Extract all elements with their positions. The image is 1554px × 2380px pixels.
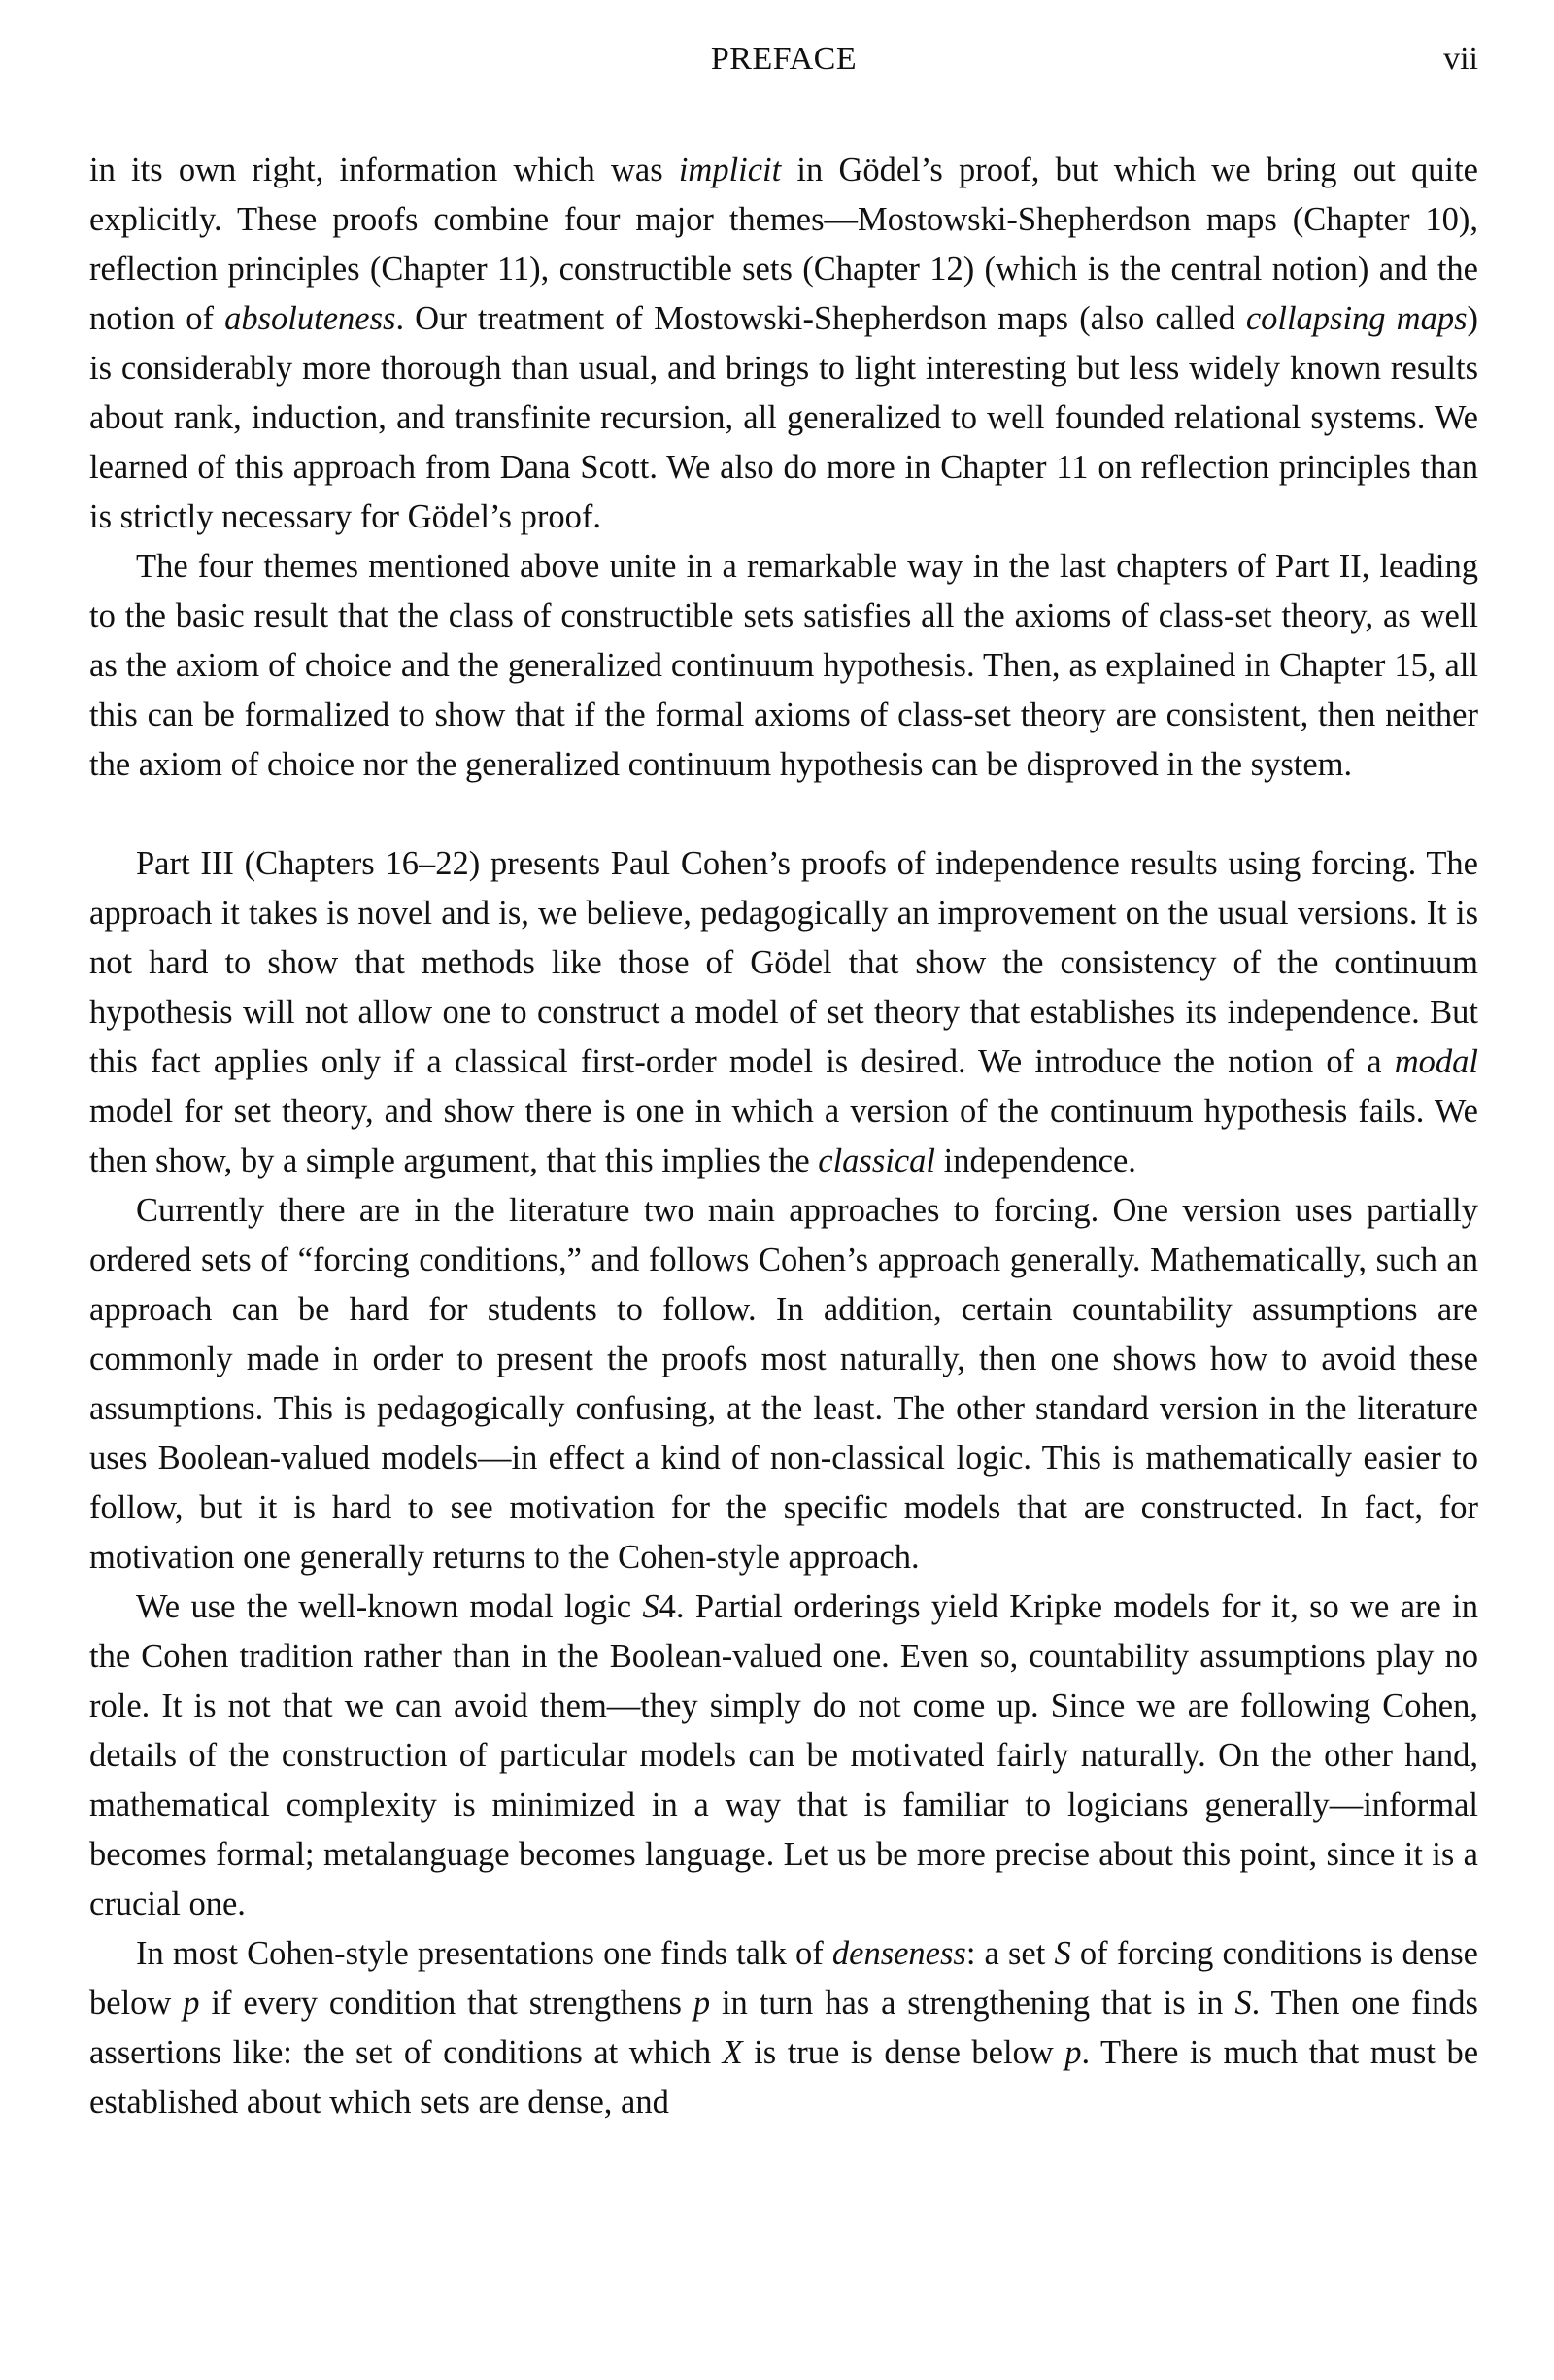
text-run: . Our treatment of Mostowski-Shepherdson maps (also called: [395, 300, 1246, 337]
text-run: Currently there are in the literature two main approaches to forcing. One version uses partially ordered sets of “forcing conditions,” and follows Cohen’s approach generally. Mathematically, such an approach can be hard for students to follow. In addition, certain countability assumptions are commonly made in order to present the proofs most naturally, then one shows how to avoid these assumptions. This is pedagogically confusing, at the least. The other standard version in the literature uses Boolean-valued models—in effect a kind of non-classical logic. This is mathematically easier to follow, but it is hard to see motivation for the specific models that are constructed. In fact, for motivation one generally returns to the Cohen-style approach.: [89, 1192, 1478, 1576]
text-run: in Gödel’s proof, but which we bring out quite explicitly. These proofs combine four major themes—Mostowski-Shepherdson maps (Chapter 10), reflection principles (Chapter 11), constructible sets (Chapter 12) (which is the central notion) and the notion of: [89, 152, 1478, 337]
text-run: model for set theory, and show there is one in which a version of the continuum hypothesis fails. We then show, by a simple argument, that this implies the: [89, 1093, 1478, 1179]
italic-text: modal: [1394, 1043, 1478, 1080]
paragraph-6: [89, 1929, 1478, 2127]
italic-text: p: [183, 1985, 200, 2022]
text-run: ) is considerably more thorough than usual, and brings to light interesting but less widely known results about rank, induction, and transfinite recursion, all generalized to well founded relational systems. We learned of this approach from Dana Scott. We also do more in Chapter 11 on reflection principles than is strictly necessary for Gödel’s proof.: [89, 300, 1478, 535]
text-run: : a set: [965, 1935, 1055, 1972]
text-run: in its own right, information which was: [89, 152, 679, 188]
italic-text: p: [1064, 2034, 1082, 2071]
italic-text: S: [1054, 1935, 1071, 1972]
text-run: if every condition that strengthens: [199, 1985, 693, 2022]
running-head: [89, 41, 1478, 80]
paragraph-5: [89, 1582, 1478, 1929]
italic-text: collapsing maps: [1245, 300, 1468, 337]
paragraph-1: [89, 146, 1478, 542]
text-run: in turn has a strengthening that is in: [710, 1985, 1235, 2022]
paragraph-3: [89, 839, 1478, 1186]
italic-text: S: [1234, 1985, 1252, 2022]
italic-text: S: [642, 1588, 659, 1625]
text-run: . There is much that must be established about which sets are dense, and: [89, 2034, 1479, 2121]
text-run: . Then one finds assertions like: the set of conditions at which: [89, 1985, 1478, 2071]
paragraph-2: [89, 542, 1478, 790]
body-text: [89, 146, 1478, 2127]
text-run: is true is dense below: [742, 2034, 1065, 2071]
italic-text: denseness: [831, 1935, 966, 1972]
text-run: of forcing conditions is dense below: [89, 1935, 1478, 2022]
text-run: Part III (Chapters 16–22) presents Paul Cohen’s proofs of independence results using forcing. The approach it takes is novel and is, we believe, pedagogically an improvement on the usual versions. It is not hard to show that methods like those of Gödel that show the consistency of the continuum hypothesis will not allow one to construct a model of set theory that establishes its independence. But this fact applies only if a classical first-order model is desired. We introduce the notion of a: [89, 845, 1478, 1080]
text-run: In most Cohen-style presentations one finds talk of: [136, 1935, 832, 1972]
page-title: PREFACE: [710, 41, 858, 77]
italic-text: p: [693, 1985, 711, 2022]
text-run: The four themes mentioned above unite in a remarkable way in the last chapters of Part II, leading to the basic result that the class of constructible sets satisfies all the axioms of class-set theory, as well as the axiom of choice and the generalized continuum hypothesis. Then, as explained in Chapter 15, all this can be formalized to show that if the formal axioms of class-set theory are consistent, then neither the axiom of choice nor the generalized continuum hypothesis can be disproved in the system.: [89, 548, 1478, 783]
paragraph-4: [89, 1186, 1478, 1582]
text-run: We use the well-known modal logic: [136, 1588, 643, 1625]
italic-text: absoluteness: [224, 300, 396, 337]
text-run: 4. Partial orderings yield Kripke models for it, so we are in the Cohen tradition rather than in the Boolean-valued one. Even so, countability assumptions play no role. It is not that we can avoid them—they simply do not come up. Since we are following Cohen, details of the construction of particular models can be motivated fairly naturally. On the other hand, mathematical complexity is minimized in a way that is familiar to logicians generally—informal becomes formal; metalanguage becomes language. Let us be more precise about this point, since it is a crucial one.: [89, 1588, 1478, 1922]
text-run: independence.: [935, 1142, 1136, 1179]
italic-text: implicit: [678, 152, 782, 188]
page-number: vii: [1443, 41, 1478, 77]
italic-text: classical: [818, 1142, 936, 1179]
italic-text: X: [722, 2034, 743, 2071]
